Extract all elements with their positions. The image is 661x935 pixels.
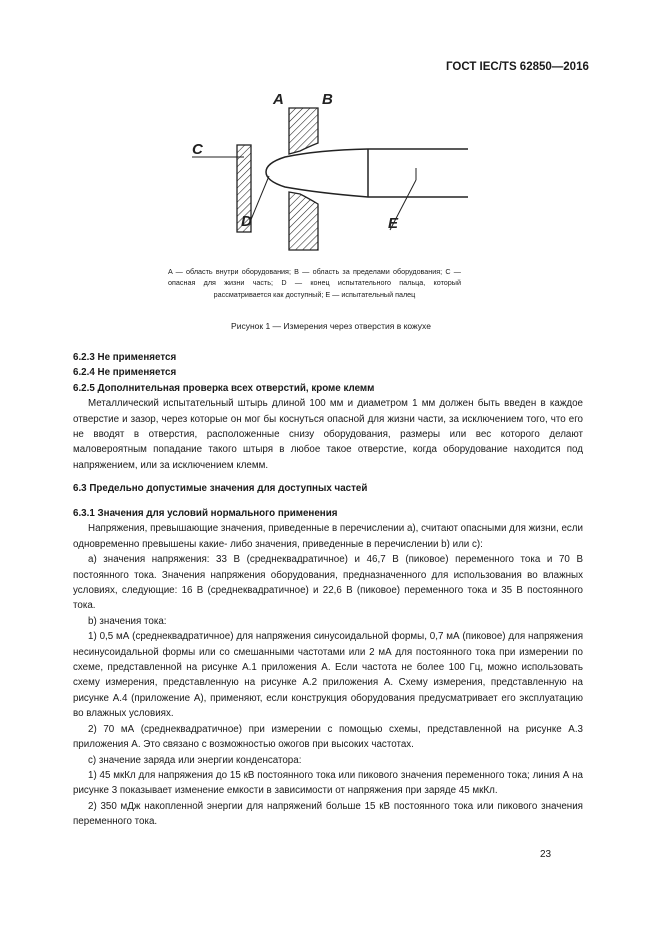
section-6-3-1 xyxy=(73,506,583,830)
list-item-c2: 2) 350 мДж накопленной энергии для напряжений больше 15 кВ постоянного тока или пикового значения переменного тока. xyxy=(73,800,583,828)
list-item-a: а) значения напряжения: 33 В (среднеквадратичное) и 46,7 В (пиковое) переменного тока и 70 В постоянного тока. Значения напряжения оборудования, предназначенного для использования во влажных условиях, следующие: 16 В (среднеквадратичное) и 22,6 В (пиковое) переменного тока и 35 В постоянного тока. xyxy=(73,554,583,612)
list-item-b2: 2) 70 мА (среднеквадратичное) при измерении с помощью схемы, представленной на рисунке А.3 приложения А. Это связано с возможностью ожогов при высоких частотах. xyxy=(73,723,583,751)
heading-6-3-1: 6.3.1 Значения для условий нормального применения xyxy=(73,508,338,519)
paragraph-6-2-5: Металлический испытательный штырь длиной 100 мм и диаметром 1 мм должен быть введен в каждое отверстие и зазор, через которые он мог бы коснуться опасной для жизни части, за исключением того, что его не вводят в отверстия, расположенные снизу оборудования, размеры или вес которого делают маловероятным попадание такого штыря в любое такое отверстие, когда оборудование находится под напряжением, или за исключением клемм. xyxy=(73,398,583,471)
heading-6-2-5: 6.2.5 Дополнительная проверка всех отверстий, кроме клемм xyxy=(73,382,375,394)
document-header: ГОСТ IEC/TS 62850—2016 xyxy=(446,61,589,73)
list-item-b1: 1) 0,5 мА (среднеквадратичное) для напряжения синусоидальной формы, 0,7 мА (пиковое) для напряжения несинусоидальной формы или со смешанными частотами или 2 мА для постоянного тока при измерении по схеме, представленной на рисунке А.1 приложения А. Если частота не более 100 Гц, можно использовать схему измерения, представленную на рисунке А.2 приложения А. Схему измерения, представленную на рисунке А.4 (приложение А), применяют, если конструкция оборудования предусматривает его эксплуатацию во влажных условиях. xyxy=(73,631,583,720)
figure-legend: A — область внутри оборудования; B — область за пределами оборудования; C — опасная для жизни часть; D — конец испытательного пальца, который рассматривается как доступный; E — испытательный палец xyxy=(168,267,461,299)
enclosure-wall-lower xyxy=(289,192,318,250)
heading-6-3: 6.3 Предельно допустимые значения для доступных частей xyxy=(73,483,368,494)
figure-1-drawing xyxy=(168,80,468,268)
label-b: B xyxy=(322,91,333,108)
section-6-3 xyxy=(73,481,583,496)
page-number: 23 xyxy=(540,849,552,860)
section-6-2 xyxy=(73,350,583,473)
label-e: E xyxy=(388,215,399,232)
label-d: D xyxy=(241,213,252,230)
test-finger xyxy=(266,149,468,197)
enclosure-wall-upper xyxy=(289,108,318,154)
heading-6-2-4: 6.2.4 Не применяется xyxy=(73,367,177,379)
heading-6-2-3: 6.2.3 Не применяется xyxy=(73,352,177,363)
leader-d xyxy=(250,176,269,222)
list-item-c: с) значение заряда или энергии конденсатора: xyxy=(88,754,302,766)
label-c: C xyxy=(192,141,203,158)
figure-1 xyxy=(168,80,468,268)
figure-caption: Рисунок 1 — Измерения через отверстия в кожухе xyxy=(231,321,431,331)
list-item-b: b) значения тока: xyxy=(88,615,167,627)
label-a: A xyxy=(273,91,284,108)
paragraph-6-3-1-intro: Напряжения, превышающие значения, приведенные в перечислении а), считают опасными для жизни, если одновременно превышены какие- либо значения, приведенные в перечислении b) или с): xyxy=(73,523,583,550)
list-item-c1: 1) 45 мкКл для напряжения до 15 кВ постоянного тока или пикового значения переменного тока; линия А на рисунке 3 показывает изменение емкости в зависимости от напряжения при заряде 45 мкКл. xyxy=(73,769,583,797)
